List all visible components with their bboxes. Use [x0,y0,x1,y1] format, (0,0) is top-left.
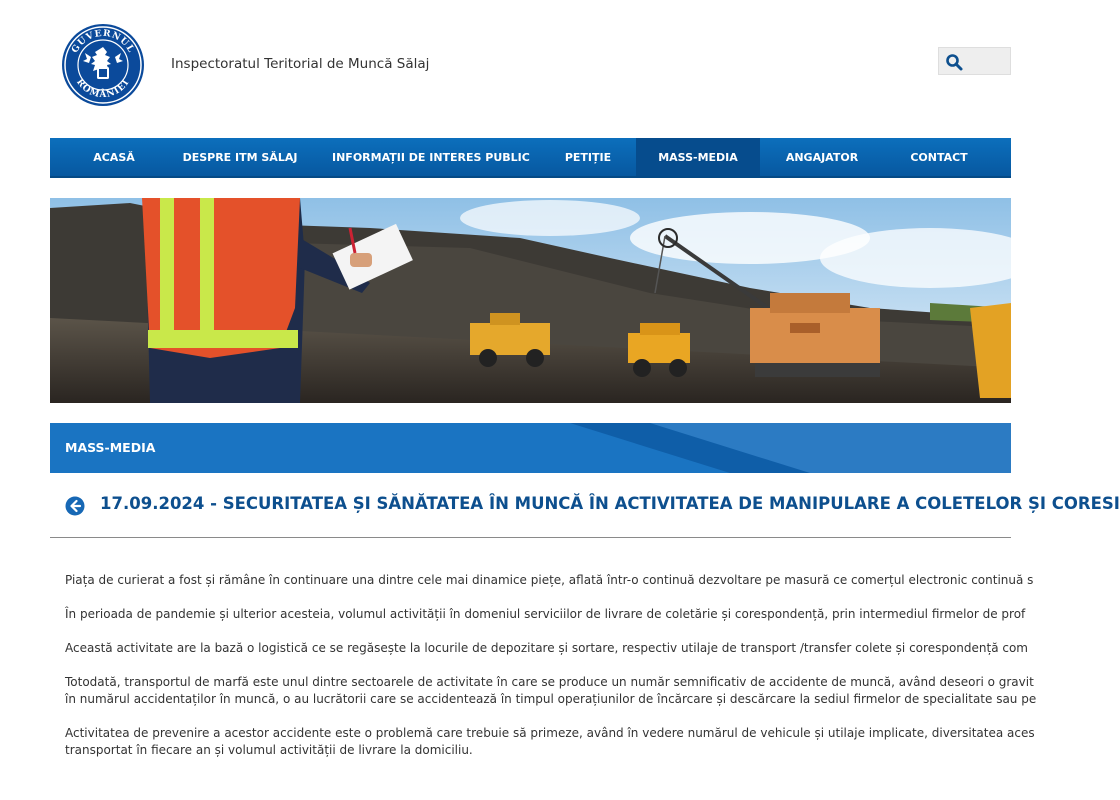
nav-item-despre[interactable]: DESPRE ITM SĂLAJ [182,151,298,164]
article-body [65,572,1037,776]
nav-item-mass-media[interactable]: MASS-MEDIA [636,138,760,176]
search-box[interactable] [938,47,1011,75]
search-icon[interactable] [945,53,963,71]
svg-text:ROMÂNIEI: ROMÂNIEI [74,77,132,101]
search-input[interactable] [967,51,1015,73]
nav-item-petitie[interactable]: PETIȚIE [564,151,612,164]
paragraph: În perioada de pandemie și ulterior acesteia, volumul activității în domeniul serviciilor de livrare de coletărie și corespondență, prin intermediul firmelor de prof [65,607,1026,621]
government-logo[interactable] [61,23,145,107]
main-nav [50,138,1011,178]
nav-item-acasa[interactable]: ACASĂ [93,151,135,164]
section-title: MASS-MEDIA [65,440,156,455]
site-title[interactable]: Inspectoratul Teritorial de Muncă Sălaj [171,56,430,72]
banner-image [50,198,1011,403]
nav-item-informatii[interactable]: INFORMAȚII DE INTERES PUBLIC [332,151,530,164]
paragraph: Totodată, transportul de marfă este unul dintre sectoarele de activitate în care se produce un număr semnificativ de accidente de muncă, având deseori o gravit în numărul accidentaților în muncă, o au lucrătorii care se accidentează în timpul operațiunilor de încărcare și descărcare la sediul firmelor de specialitate sau pe [65,675,1037,706]
section-header [50,423,1011,473]
back-arrow-icon[interactable] [65,496,85,516]
nav-item-angajator[interactable]: ANGAJATOR [785,151,859,164]
paragraph: Activitatea de prevenire a acestor accidente este o problemă care trebuie să primeze, având în vedere numărul de vehicule și utilaje implicate, diversitatea aces transportat în fiecare an și volumul activității de livrare la domiciliu. [65,726,1035,757]
section-header-decoration [50,423,1011,473]
article-title: 17.09.2024 - SECURITATEA ȘI SĂNĂTATEA ÎN MUNCĂ ÎN ACTIVITATEA DE MANIPULARE A COLETELOR ȘI CORESI [100,494,1120,513]
svg-text:GUVERNUL: GUVERNUL [70,28,136,55]
title-divider [50,537,1011,538]
nav-item-contact[interactable]: CONTACT [910,151,968,164]
paragraph: Această activitate are la bază o logistică ce se regăsește la locurile de depozitare și sortare, respectiv utilaje de transport /transfer colete și corespondență com [65,641,1028,655]
paragraph: Piața de curierat a fost și rămâne în continuare una dintre cele mai dinamice piețe, aflată într-o continuă dezvoltare pe masură ce comerțul electronic continuă s [65,573,1034,587]
